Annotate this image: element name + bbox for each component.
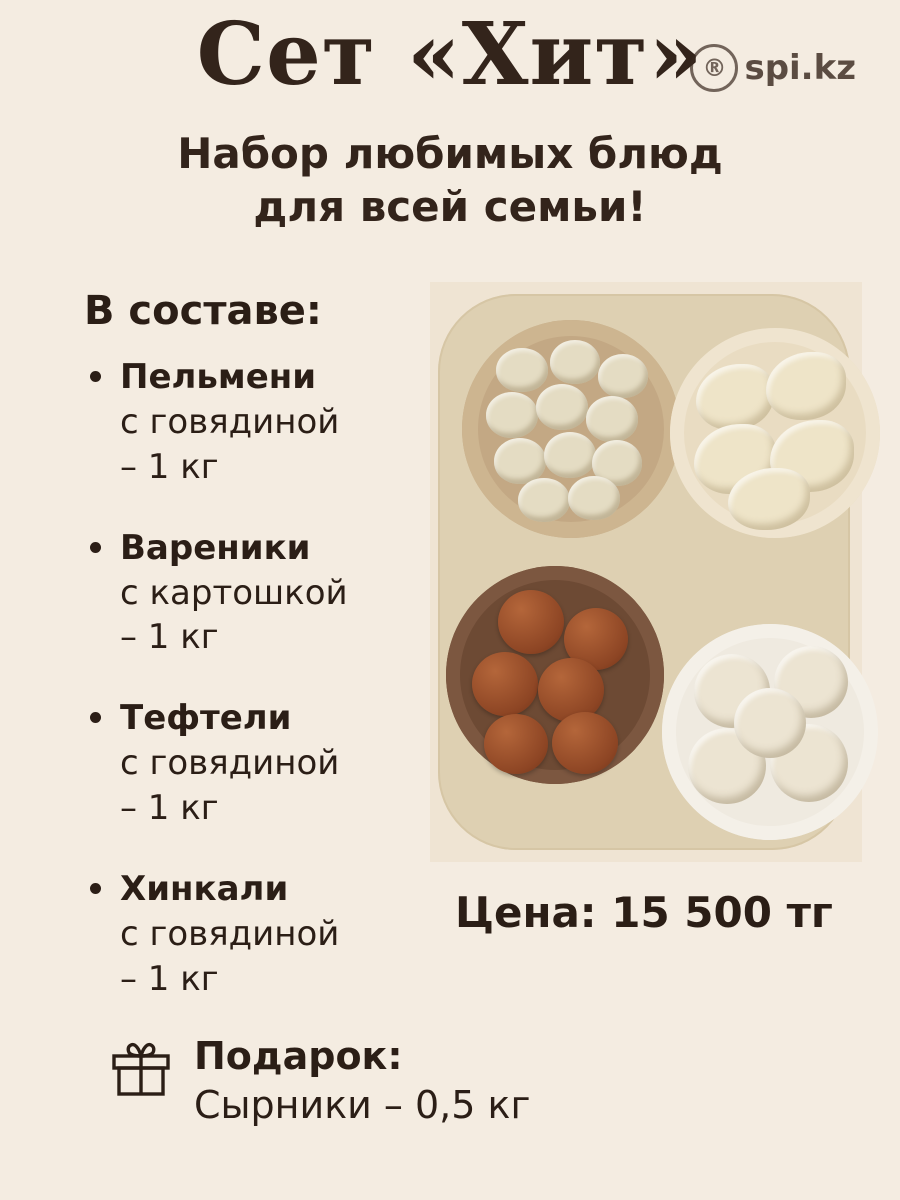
item-weight: – 1 кг — [120, 788, 219, 828]
bowl-tefteli — [446, 566, 664, 784]
item-weight: – 1 кг — [120, 617, 219, 658]
bowl-pelmeni — [462, 320, 680, 538]
item-weight: – 1 кг — [120, 958, 219, 999]
composition-list — [84, 355, 414, 1038]
item-name: Тефтели — [120, 698, 292, 739]
gift-value: Сырники – 0,5 кг — [194, 1082, 531, 1127]
item-detail: с картошкой — [120, 572, 348, 613]
item-detail: с говядиной — [120, 743, 340, 784]
subtitle — [0, 128, 900, 233]
gift-block — [110, 1032, 830, 1129]
item-name: Хинкали — [120, 868, 289, 909]
item-name: Пельмени — [120, 357, 317, 397]
list-item — [84, 696, 414, 831]
watermark-label: spi.kz — [744, 48, 856, 88]
list-item — [84, 526, 414, 661]
list-item — [84, 355, 414, 490]
watermark — [690, 44, 856, 92]
page-title: Сет «Хит» — [196, 4, 704, 105]
item-weight: – 1 кг — [120, 446, 219, 487]
bullet-icon — [90, 883, 101, 894]
bowl-vareniki — [670, 328, 880, 538]
bullet-icon — [90, 712, 101, 723]
subtitle-line-2: для всей семьи! — [253, 181, 647, 231]
price-label: Цена: 15 500 тг — [455, 888, 833, 937]
tray — [438, 294, 850, 850]
gift-icon — [110, 1036, 172, 1102]
subtitle-line-1: Набор любимых блюд — [177, 129, 723, 178]
item-detail: с говядиной — [120, 401, 340, 442]
item-detail: с говядиной — [120, 913, 340, 954]
watermark-mark-icon: ® — [690, 44, 738, 92]
product-photo — [430, 282, 862, 862]
bullet-icon — [90, 542, 101, 553]
bowl-khinkali — [662, 624, 878, 840]
item-name: Вареники — [120, 527, 311, 568]
list-item — [84, 867, 414, 1002]
composition-heading: В составе: — [84, 288, 322, 334]
gift-text — [194, 1032, 530, 1129]
bullet-icon — [90, 371, 101, 382]
gift-label: Подарок: — [194, 1034, 403, 1078]
